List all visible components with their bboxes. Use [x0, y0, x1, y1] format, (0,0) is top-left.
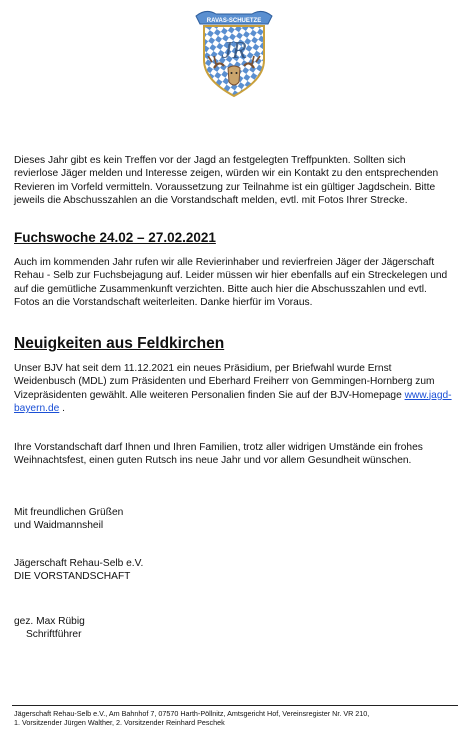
- intro-paragraph: Dieses Jahr gibt es kein Treffen vor der Jagd an festgelegten Treffpunkten. Sollten sich revierlose Jäger melden und Interesse zeigen, würden wir ein Kontakt zu den entsprechenden Revieren im Vorfeld vermitteln. Voraussetzung zur Teilnahme ist ein gültiger Jagdschein. Bitte jeweils die Abschusszahlen an die Vorstandschaft melden, evtl. mit Fotos Ihrer Strecke.: [14, 155, 439, 206]
- fuchswoche-paragraph: Auch im kommenden Jahr rufen wir alle Revierinhaber und revierfreien Jäger der Jägerschaft Rehau - Selb zur Fuchsbejagung auf. Leider müssen wir hier ebenfalls auf ein Streckelegen und auf die gemütliche Zusammenkunft verzichten. Bitte auch hier die Abschusszahlen und evtl. Fotos an die Vorstandschaft weiterleiten. Danke hierfür im Voraus.: [14, 257, 448, 308]
- footer-divider: [12, 705, 458, 706]
- wishes-paragraph: Ihre Vorstandschaft darf Ihnen und Ihren Familien, trotz aller widrigen Umstände ein frohes Weihnachtsfest, einen guten Rutsch ins neue Jahr und vor allem Gesundheit wünschen.: [14, 442, 423, 467]
- signature-name: gez. Max Rübig: [14, 616, 85, 627]
- footer-line-1: Jägerschaft Rehau-Selb e.V., Am Bahnhof 7, 07570 Harth-Pöllnitz, Amtsgericht Hof, Vereinsregister Nr. VR 210,: [14, 709, 370, 718]
- organization-board: DIE VORSTANDSCHAFT: [14, 571, 131, 583]
- bjv-homepage-link[interactable]: www.jagd-bayern.de: [14, 389, 452, 414]
- feldkirchen-paragraph: [14, 362, 452, 415]
- signature-role: Schriftführer: [26, 629, 82, 641]
- fuchswoche-heading: Fuchswoche 24.02 – 27.02.2021: [14, 230, 216, 245]
- club-crest-logo: [184, 6, 284, 101]
- closing-greeting: [14, 506, 452, 533]
- logo-banner-lettering: RAVAS-SCHUETZE: [206, 18, 262, 24]
- logo-monogram: JR: [221, 38, 247, 64]
- organization-name: Jägerschaft Rehau-Selb e.V.: [14, 558, 144, 569]
- signature-block: [14, 615, 452, 642]
- footer-line-2: 1. Vorsitzender Jürgen Walther, 2. Vorsitzender Reinhard Peschek: [14, 718, 225, 727]
- footer: [14, 709, 458, 727]
- organization-block: [14, 557, 452, 584]
- feldkirchen-body: Unser BJV hat seit dem 11.12.2021 ein neues Präsidium, per Briefwahl wurde Ernst Weidenbusch (MDL) zum Präsidenten und Eberhard Freiherr von Gemmingen-Hornberg zum Vizepräsidenten gewählt. Alle weiteren Personalien finden Sie auf der BJV-Homepage: [14, 363, 435, 401]
- closing-line-2: und Waidmannsheil: [14, 520, 104, 532]
- feldkirchen-heading: Neuigkeiten aus Feldkirchen: [14, 335, 225, 352]
- feldkirchen-body-end: .: [59, 402, 65, 414]
- closing-line-1: Mit freundlichen Grüßen: [14, 507, 124, 518]
